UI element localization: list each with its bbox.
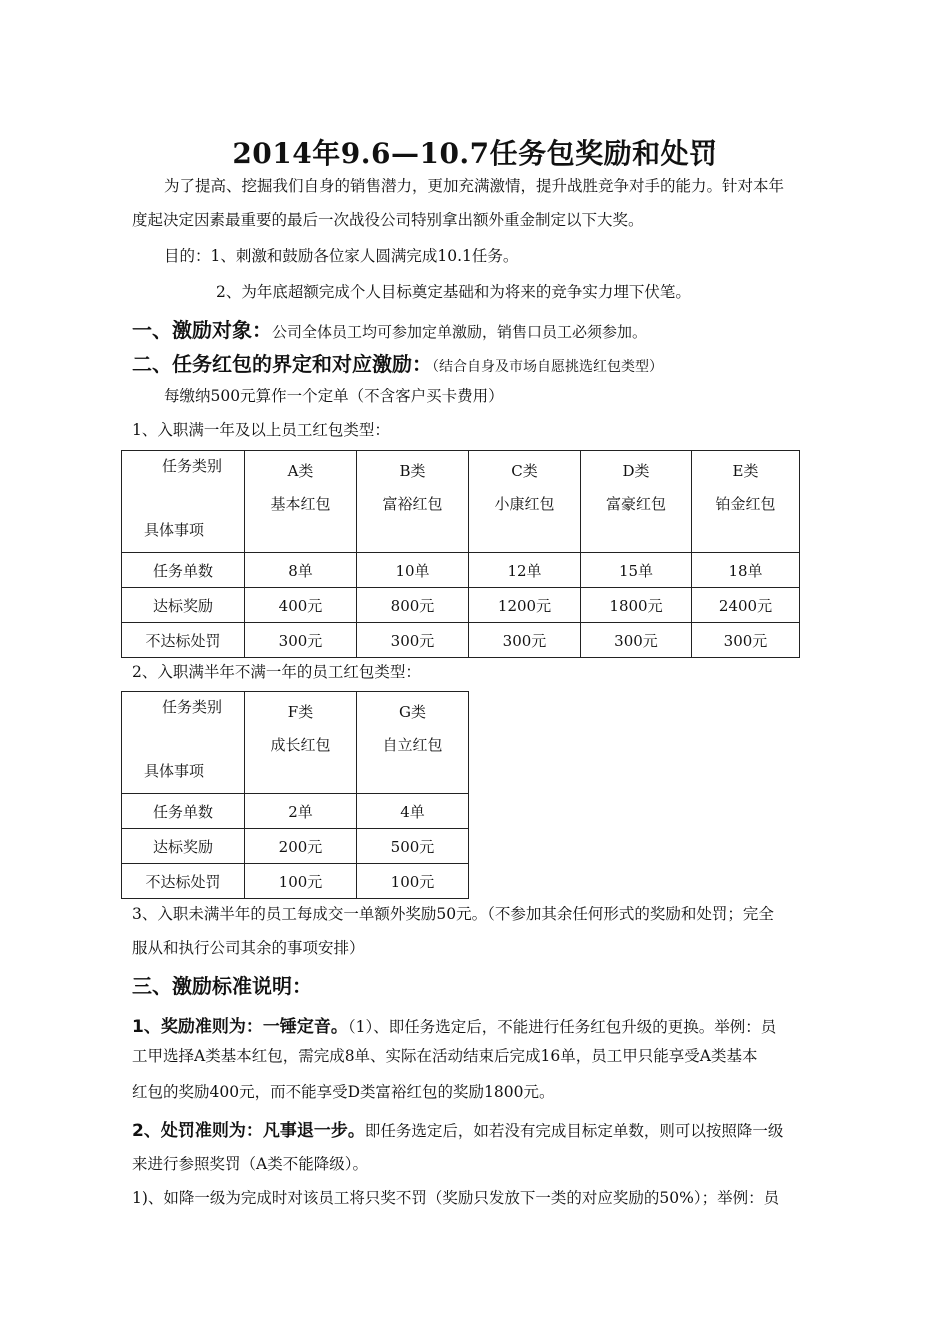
rule-1-line-1: （1）、即任务选定后，不能进行任务红包升级的更换。举例：员 (347, 1018, 777, 1036)
column-header (581, 451, 692, 553)
corner-top-label: 任务类别 (161, 457, 222, 475)
table-row (122, 553, 800, 588)
table-row (122, 829, 469, 864)
document-title: 2014年9.6—10.7任务包奖励和处罚 (232, 137, 718, 170)
rule-2-first-line (132, 1116, 783, 1141)
section-2 (132, 348, 663, 377)
row-label: 不达标处罚 (122, 623, 245, 658)
rule-1-first-line (132, 1012, 776, 1037)
column-name: 富裕红包 (382, 495, 443, 513)
table-cell: 300元 (245, 623, 357, 658)
column-type: E类 (732, 462, 759, 480)
row-label: 达标奖励 (122, 588, 245, 623)
red-packet-table-1 (121, 450, 800, 658)
goal-2: 2、为年底超额完成个人目标奠定基础和为将来的竞争实力埋下伏笔。 (216, 283, 691, 301)
table-cell: 15单 (581, 553, 692, 588)
unit-note: 每缴纳500元算作一个定单（不含客户买卡费用） (164, 387, 504, 405)
rule-1-heading: 1、奖励准则为：一锤定音。 (132, 1017, 348, 1037)
table-row (122, 588, 800, 623)
rule-1-line-3: 红包的奖励400元，而不能享受D类富裕红包的奖励1800元。 (132, 1083, 555, 1101)
column-type: D类 (622, 462, 650, 480)
column-header (357, 692, 469, 794)
table-cell: 2单 (245, 794, 357, 829)
column-name: 小康红包 (494, 495, 555, 513)
column-type: F类 (287, 703, 314, 721)
section-2-note: （结合自身及市场自愿挑选红包类型） (432, 359, 663, 375)
table-cell: 300元 (469, 623, 581, 658)
table-row (122, 794, 469, 829)
table-cell: 200元 (245, 829, 357, 864)
row-label: 达标奖励 (122, 829, 245, 864)
column-name: 成长红包 (270, 736, 331, 754)
column-type: B类 (399, 462, 426, 480)
table-2-caption: 2、入职满半年不满一年的员工红包类型： (132, 663, 421, 681)
column-type: G类 (399, 703, 426, 721)
section-1-heading: 一、激励对象： (132, 318, 272, 342)
corner-bottom-label: 具体事项 (144, 521, 205, 539)
column-header (357, 451, 469, 553)
table-cell: 1200元 (469, 588, 581, 623)
table-cell: 800元 (357, 588, 469, 623)
table-cell: 18单 (692, 553, 800, 588)
rule-2-sub-1: 1)、如降一级为完成时对该员工将只奖不罚（奖励只发放下一类的对应奖励的50%）；举例：员 (132, 1189, 780, 1207)
table-header-row (122, 692, 469, 794)
column-type: A类 (287, 462, 314, 480)
table-cell: 10单 (357, 553, 469, 588)
section-2-heading: 二、任务红包的界定和对应激励： (132, 352, 432, 376)
table-header-row (122, 451, 800, 553)
column-name: 富豪红包 (605, 495, 666, 513)
table-cell: 300元 (581, 623, 692, 658)
column-type: C类 (511, 462, 538, 480)
column-name: 基本红包 (270, 495, 331, 513)
rule-1-line-2: 工甲选择A类基本红包，需完成8单、实际在活动结束后完成16单，员工甲只能享受A类基本 (132, 1047, 758, 1065)
column-header (692, 451, 800, 553)
goal-1: 目的：1、刺激和鼓励各位家人圆满完成10.1任务。 (164, 247, 519, 265)
table-cell: 4单 (357, 794, 469, 829)
section-3-heading: 三、激励标准说明： (132, 974, 312, 998)
section-1-text: 公司全体员工均可参加定单激励，销售口员工必须参加。 (272, 323, 648, 341)
corner-top-label: 任务类别 (161, 698, 222, 716)
corner-bottom-label: 具体事项 (144, 762, 205, 780)
column-header (469, 451, 581, 553)
table-cell: 300元 (692, 623, 800, 658)
rule-2-line-1: 即任务选定后，如若没有完成目标定单数，则可以按照降一级 (364, 1122, 784, 1140)
column-name: 自立红包 (382, 736, 443, 754)
row-label: 任务单数 (122, 553, 245, 588)
table-row (122, 864, 469, 899)
header-corner-cell (122, 692, 245, 794)
table-1-caption: 1、入职满一年及以上员工红包类型： (132, 421, 390, 439)
column-name: 铂金红包 (715, 495, 776, 513)
row-label: 不达标处罚 (122, 864, 245, 899)
column-header (245, 692, 357, 794)
intro-line-2: 度起决定因素最重要的最后一次战役公司特别拿出额外重金制定以下大奖。 (132, 211, 644, 229)
section-1 (132, 314, 647, 343)
table-cell: 300元 (357, 623, 469, 658)
rule-2-heading: 2、处罚准则为：凡事退一步。 (132, 1121, 365, 1141)
red-packet-table-2 (121, 691, 469, 899)
note-3-line-2: 服从和执行公司其余的事项安排） (132, 939, 365, 957)
row-label: 任务单数 (122, 794, 245, 829)
table-row (122, 623, 800, 658)
table-cell: 100元 (245, 864, 357, 899)
column-header (245, 451, 357, 553)
table-cell: 8单 (245, 553, 357, 588)
table-cell: 500元 (357, 829, 469, 864)
table-cell: 100元 (357, 864, 469, 899)
intro-line-1: 为了提高、挖掘我们自身的销售潜力，更加充满激情，提升战胜竞争对手的能力。针对本年 (164, 177, 785, 195)
table-cell: 2400元 (692, 588, 800, 623)
table-cell: 400元 (245, 588, 357, 623)
table-cell: 12单 (469, 553, 581, 588)
rule-2-line-2: 来进行参照奖罚（A类不能降级）。 (132, 1155, 368, 1173)
note-3-line-1: 3、入职未满半年的员工每成交一单额外奖励50元。（不参加其余任何形式的奖励和处罚；完全 (132, 905, 774, 923)
header-corner-cell (122, 451, 245, 553)
table-cell: 1800元 (581, 588, 692, 623)
